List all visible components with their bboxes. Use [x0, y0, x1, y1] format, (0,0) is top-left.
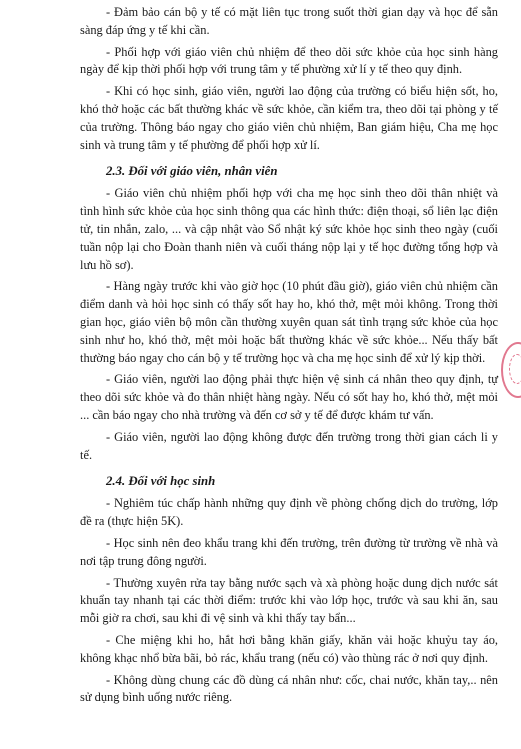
- document-body: [80, 4, 498, 707]
- paragraph: - Khi có học sinh, giáo viên, người lao động của trường có biểu hiện sốt, ho, khó thở hoặc các bất thường khác về sức khỏe, cần kiểm tra, theo dõi tại phòng y tế của trường. Thông báo ngay cho giáo viên chủ nhiệm, Ban giám hiệu, Cha mẹ học sinh và trung tâm y tế phường để phối hợp xử lí.: [80, 84, 498, 152]
- paragraph: - Giáo viên, người lao động phải thực hiện vệ sinh cá nhân theo quy định, tự theo dõi sức khỏe và đo thân nhiệt hàng ngày. Nếu có sốt hay ho, khó thở, mệt mỏi ... cần báo ngay cho nhà trường và đến cơ sở y tế để được khám tư vấn.: [80, 372, 498, 422]
- paragraph: - Đảm bảo cán bộ y tế có mặt liên tục trong suốt thời gian dạy và học để sẵn sàng đáp ứng y tế khi cần.: [80, 5, 498, 37]
- paragraph: - Che miệng khi ho, hắt hơi bằng khăn giấy, khăn vải hoặc khuỷu tay áo, không khạc nhổ bừa bãi, bỏ rác, khẩu trang (nếu có) vào thùng rác ở nơi quy định.: [80, 632, 498, 665]
- paragraph: - Phối hợp với giáo viên chủ nhiệm để theo dõi sức khỏe của học sinh hàng ngày để kịp thời phối hợp với trung tâm y tế phường xử lí y tế theo quy định.: [80, 44, 498, 77]
- paragraph: - Hàng ngày trước khi vào giờ học (10 phút đầu giờ), giáo viên chủ nhiệm cần điểm danh và hỏi học sinh có thấy sốt hay ho, khó thở, mệt mỏi không. Trong thời gian học, giáo viên bộ môn cần thường xuyên quan sát tình trạng sức khỏe của học sinh như ho, khó thở, mệt mỏi hoặc bất thường khác về sức khỏe... Nếu thấy bất thường báo ngay cho cán bộ y tế trường học và cha mẹ học sinh để xử lý kịp thời.: [80, 279, 498, 365]
- section-heading-students: 2.4. Đối với học sinh: [106, 474, 216, 489]
- paragraph: - Không dùng chung các đồ dùng cá nhân như: cốc, chai nước, khăn tay,.. nên sử dụng bình uống nước riêng.: [80, 672, 498, 705]
- section-heading-teachers: 2.3. Đối với giáo viên, nhân viên: [106, 164, 278, 179]
- paragraph: - Giáo viên, người lao động không được đến trường trong thời gian cách li y tế.: [80, 429, 498, 462]
- paragraph: - Học sinh nên đeo khẩu trang khi đến trường, trên đường từ trường về nhà và nơi tập trung đông người.: [80, 535, 498, 568]
- paragraph: - Giáo viên chủ nhiệm phối hợp với cha mẹ học sinh theo dõi thân nhiệt và tình hình sức khỏe của học sinh thông qua các hình thức: điện thoại, sổ liên lạc điện tử, tin nhắn, zalo, ... và cập nhật vào Sổ nhật ký sức khỏe học sinh theo ngày (cuối tuần nộp lại cho Đoàn thanh niên và cuối tháng nộp lại y tế học đường tổng hợp và lưu hồ sơ).: [80, 186, 498, 272]
- paragraph: - Thường xuyên rửa tay bằng nước sạch và xà phòng hoặc dung dịch nước sát khuẩn tay nhanh tại các thời điểm: trước khi vào lớp học, trước và sau khi ăn, sau mỗi giờ ra chơi, sau khi đi vệ sinh và khi thấy tay bẩn...: [80, 575, 498, 626]
- red-seal-stamp: [501, 342, 521, 398]
- paragraph: - Nghiêm túc chấp hành những quy định về phòng chống dịch do trường, lớp đề ra (thực hiện 5K).: [80, 496, 498, 529]
